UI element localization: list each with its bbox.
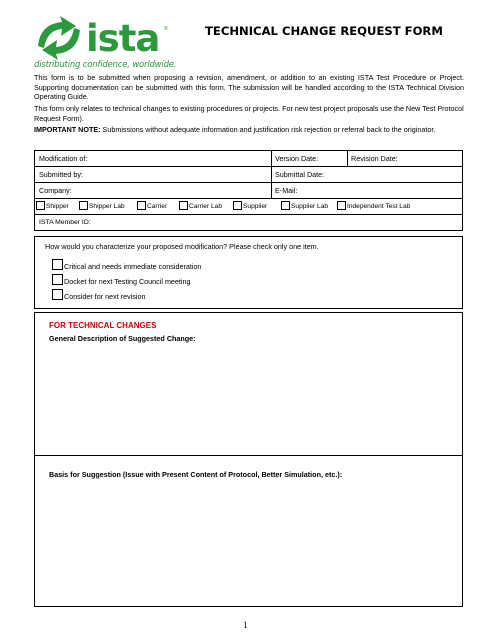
carrier-checkbox[interactable]: [137, 201, 146, 210]
critical-checkbox[interactable]: [52, 259, 63, 270]
column-divider: [271, 151, 272, 199]
info-row-member: [35, 215, 462, 231]
shipper-label: Shipper: [46, 203, 69, 210]
important-note-text: Submissions without adequate information and justification risk rejection or referral back to the originator.: [100, 125, 436, 134]
page-title: TECHNICAL CHANGE REQUEST FORM: [205, 24, 443, 38]
version-date-field[interactable]: Version Date:: [275, 154, 319, 163]
supplier-label: Supplier: [243, 203, 268, 210]
carrier-label: Carrier: [147, 203, 168, 210]
supplier-checkbox[interactable]: [233, 201, 242, 210]
general-description-label: General Description of Suggested Change:: [49, 334, 196, 343]
important-note-label: IMPORTANT NOTE:: [34, 125, 101, 134]
consider-checkbox[interactable]: [52, 289, 63, 300]
member-id-field[interactable]: ISTA Member ID:: [39, 219, 91, 226]
logo-registered-mark: ®: [164, 26, 168, 32]
info-row-modification: [35, 151, 462, 167]
basis-label: Basis for Suggestion (Issue with Present Content of Protocol, Better Simulation, etc.):: [49, 470, 343, 479]
carrier-lab-checkbox[interactable]: [179, 201, 188, 210]
independent-test-lab-label: Independent Test Lab: [347, 203, 411, 210]
general-description-area[interactable]: [36, 345, 461, 455]
intro-paragraph-2: This form only relates to technical changes to existing procedures or projects. For new test project proposals use the New Test Protocol Request Form).: [34, 104, 464, 123]
submittal-date-field[interactable]: Submittal Date:: [275, 170, 325, 179]
company-field[interactable]: Company:: [39, 186, 72, 195]
shipper-lab-label: Shipper Lab: [89, 203, 125, 210]
info-table: [34, 150, 463, 231]
shipper-lab-checkbox[interactable]: [79, 201, 88, 210]
info-row-submitted: [35, 167, 462, 183]
recycle-arrows-icon: [34, 16, 84, 60]
docket-checkbox[interactable]: [52, 274, 63, 285]
info-row-company: [35, 183, 462, 199]
characterize-question: How would you characterize your proposed modification? Please check only one item.: [45, 242, 319, 251]
critical-option-label: Critical and needs immediate consideration: [64, 262, 202, 271]
modification-of-field[interactable]: Modification of:: [39, 154, 88, 163]
page-number: 1: [243, 620, 248, 630]
section-divider: [35, 455, 462, 456]
consider-option-label: Consider for next revision: [64, 292, 146, 301]
supplier-lab-label: Supplier Lab: [291, 203, 329, 210]
tagline: distributing confidence, worldwide.: [34, 60, 177, 70]
shipper-checkbox[interactable]: [36, 201, 45, 210]
important-note: [34, 125, 464, 135]
independent-test-lab-checkbox[interactable]: [337, 201, 346, 210]
docket-option-label: Docket for next Testing Council meeting: [64, 277, 191, 286]
basis-area[interactable]: [36, 481, 461, 605]
ista-logo: [34, 16, 194, 64]
logo-text: ista: [86, 17, 160, 60]
carrier-lab-label: Carrier Lab: [189, 203, 222, 210]
info-row-categories: [35, 199, 462, 215]
email-field[interactable]: E-Mail:: [275, 186, 298, 195]
submitted-by-field[interactable]: Submitted by:: [39, 170, 83, 179]
technical-changes-heading: FOR TECHNICAL CHANGES: [49, 321, 157, 330]
intro-paragraph-1: This form is to be submitted when proposing a revision, amendment, or addition to an existing ISTA Test Procedure or Project. Supporting documentation can be submitted with this form. The submission will be handled according to the ISTA Technical Division Operating Guide.: [34, 73, 464, 102]
characterize-section: [34, 236, 463, 309]
supplier-lab-checkbox[interactable]: [281, 201, 290, 210]
technical-changes-section: [34, 312, 463, 607]
revision-date-field[interactable]: Revision Date:: [351, 154, 398, 163]
column-divider: [347, 151, 348, 167]
